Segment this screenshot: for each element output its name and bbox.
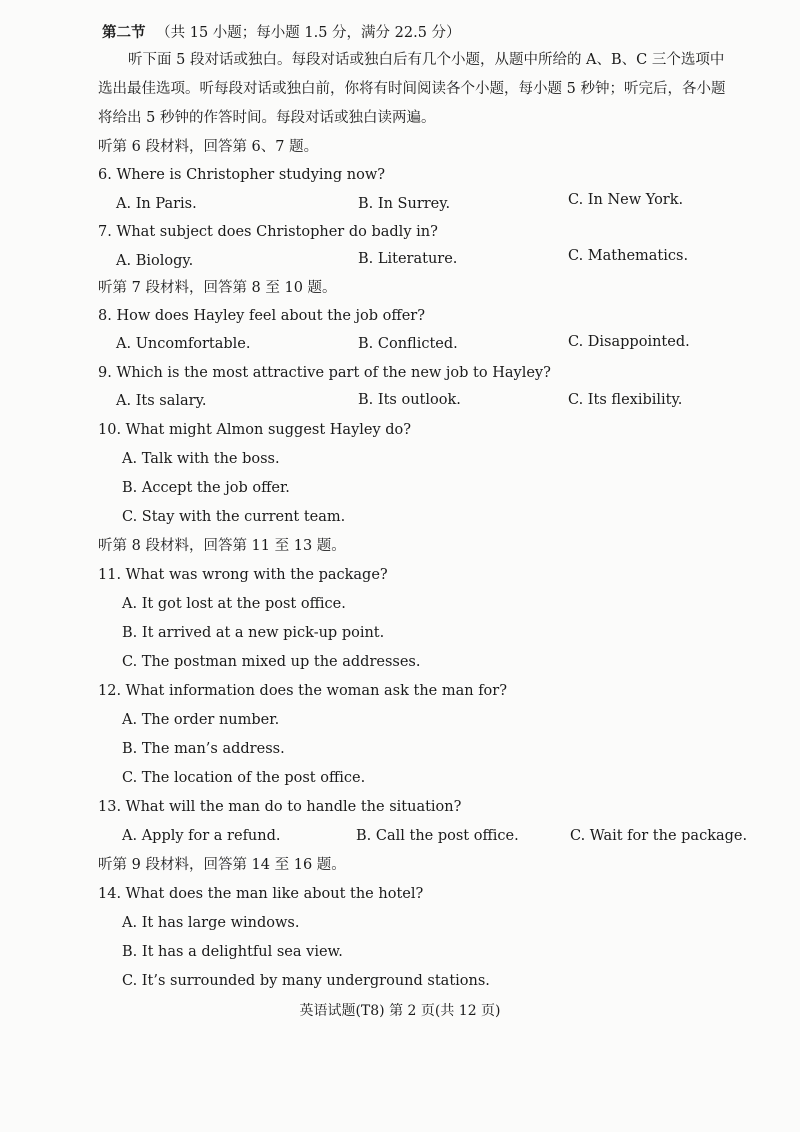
instruction-line-2: 选出最佳选项。听每段对话或独白前，你将有时间阅读各个小题，每小题 5 秒钟；听完后，各小题: [98, 81, 726, 97]
option-a: A. Uncomfortable.: [116, 336, 251, 352]
section-header: [102, 24, 461, 42]
option-a: A. Apply for a refund.: [122, 828, 281, 844]
group-heading: 听第 8 段材料，回答第 11 至 13 题。: [98, 538, 346, 554]
group-heading: 听第 6 段材料，回答第 6、7 题。: [98, 139, 319, 155]
option-a: A. Biology.: [116, 253, 194, 269]
question-9: 9. Which is the most attractive part of the new job to Hayley?: [98, 365, 551, 381]
instruction-line-3: 将给出 5 秒钟的作答时间。每段对话或独白读两遍。: [98, 110, 436, 126]
option-a: A. Talk with the boss.: [122, 451, 280, 467]
option-a: A. In Paris.: [116, 196, 197, 212]
option-c: C. The postman mixed up the addresses.: [122, 654, 421, 670]
option-c: C. Wait for the package.: [570, 828, 748, 844]
question-8: 8. How does Hayley feel about the job offer?: [98, 308, 425, 324]
option-b: B. Its outlook.: [358, 392, 461, 408]
question-6: 6. Where is Christopher studying now?: [98, 167, 386, 183]
option-b: B. In Surrey.: [358, 196, 451, 212]
question-11: 11. What was wrong with the package?: [98, 567, 388, 583]
group-heading: 听第 7 段材料，回答第 8 至 10 题。: [98, 280, 337, 296]
option-c: C. Stay with the current team.: [122, 509, 346, 525]
option-a: A. It has large windows.: [122, 915, 300, 931]
option-c: C. In New York.: [568, 192, 684, 208]
question-13: 13. What will the man do to handle the situation?: [98, 799, 462, 815]
question-10: 10. What might Almon suggest Hayley do?: [98, 422, 412, 438]
question-7: 7. What subject does Christopher do badly in?: [98, 224, 438, 240]
option-c: C. Its flexibility.: [568, 392, 683, 408]
option-c: C. The location of the post office.: [122, 770, 366, 786]
option-c: C. Mathematics.: [568, 248, 689, 264]
option-b: B. Literature.: [358, 251, 458, 267]
option-c: C. Disappointed.: [568, 334, 690, 350]
option-b: B. It arrived at a new pick-up point.: [122, 625, 385, 641]
option-a: A. Its salary.: [116, 393, 207, 409]
group-heading: 听第 9 段材料，回答第 14 至 16 题。: [98, 857, 346, 873]
section-meta: （共 15 小题；每小题 1.5 分，满分 22.5 分）: [156, 25, 461, 41]
section-title: 第二节: [102, 24, 146, 41]
option-b: B. Conflicted.: [358, 336, 458, 352]
option-a: A. It got lost at the post office.: [122, 596, 346, 612]
option-b: B. The man’s address.: [122, 741, 285, 757]
question-14: 14. What does the man like about the hotel?: [98, 886, 424, 902]
option-c: C. It’s surrounded by many underground stations.: [122, 973, 490, 989]
option-b: B. It has a delightful sea view.: [122, 944, 343, 960]
instruction-line-1: 听下面 5 段对话或独白。每段对话或独白后有几个小题，从题中所给的 A、B、C 三个选项中: [128, 52, 725, 68]
question-12: 12. What information does the woman ask the man for?: [98, 683, 507, 699]
option-a: A. The order number.: [122, 712, 280, 728]
page-footer: 英语试题(T8) 第 2 页(共 12 页): [299, 1003, 501, 1019]
option-b: B. Call the post office.: [356, 828, 519, 844]
option-b: B. Accept the job offer.: [122, 480, 290, 496]
